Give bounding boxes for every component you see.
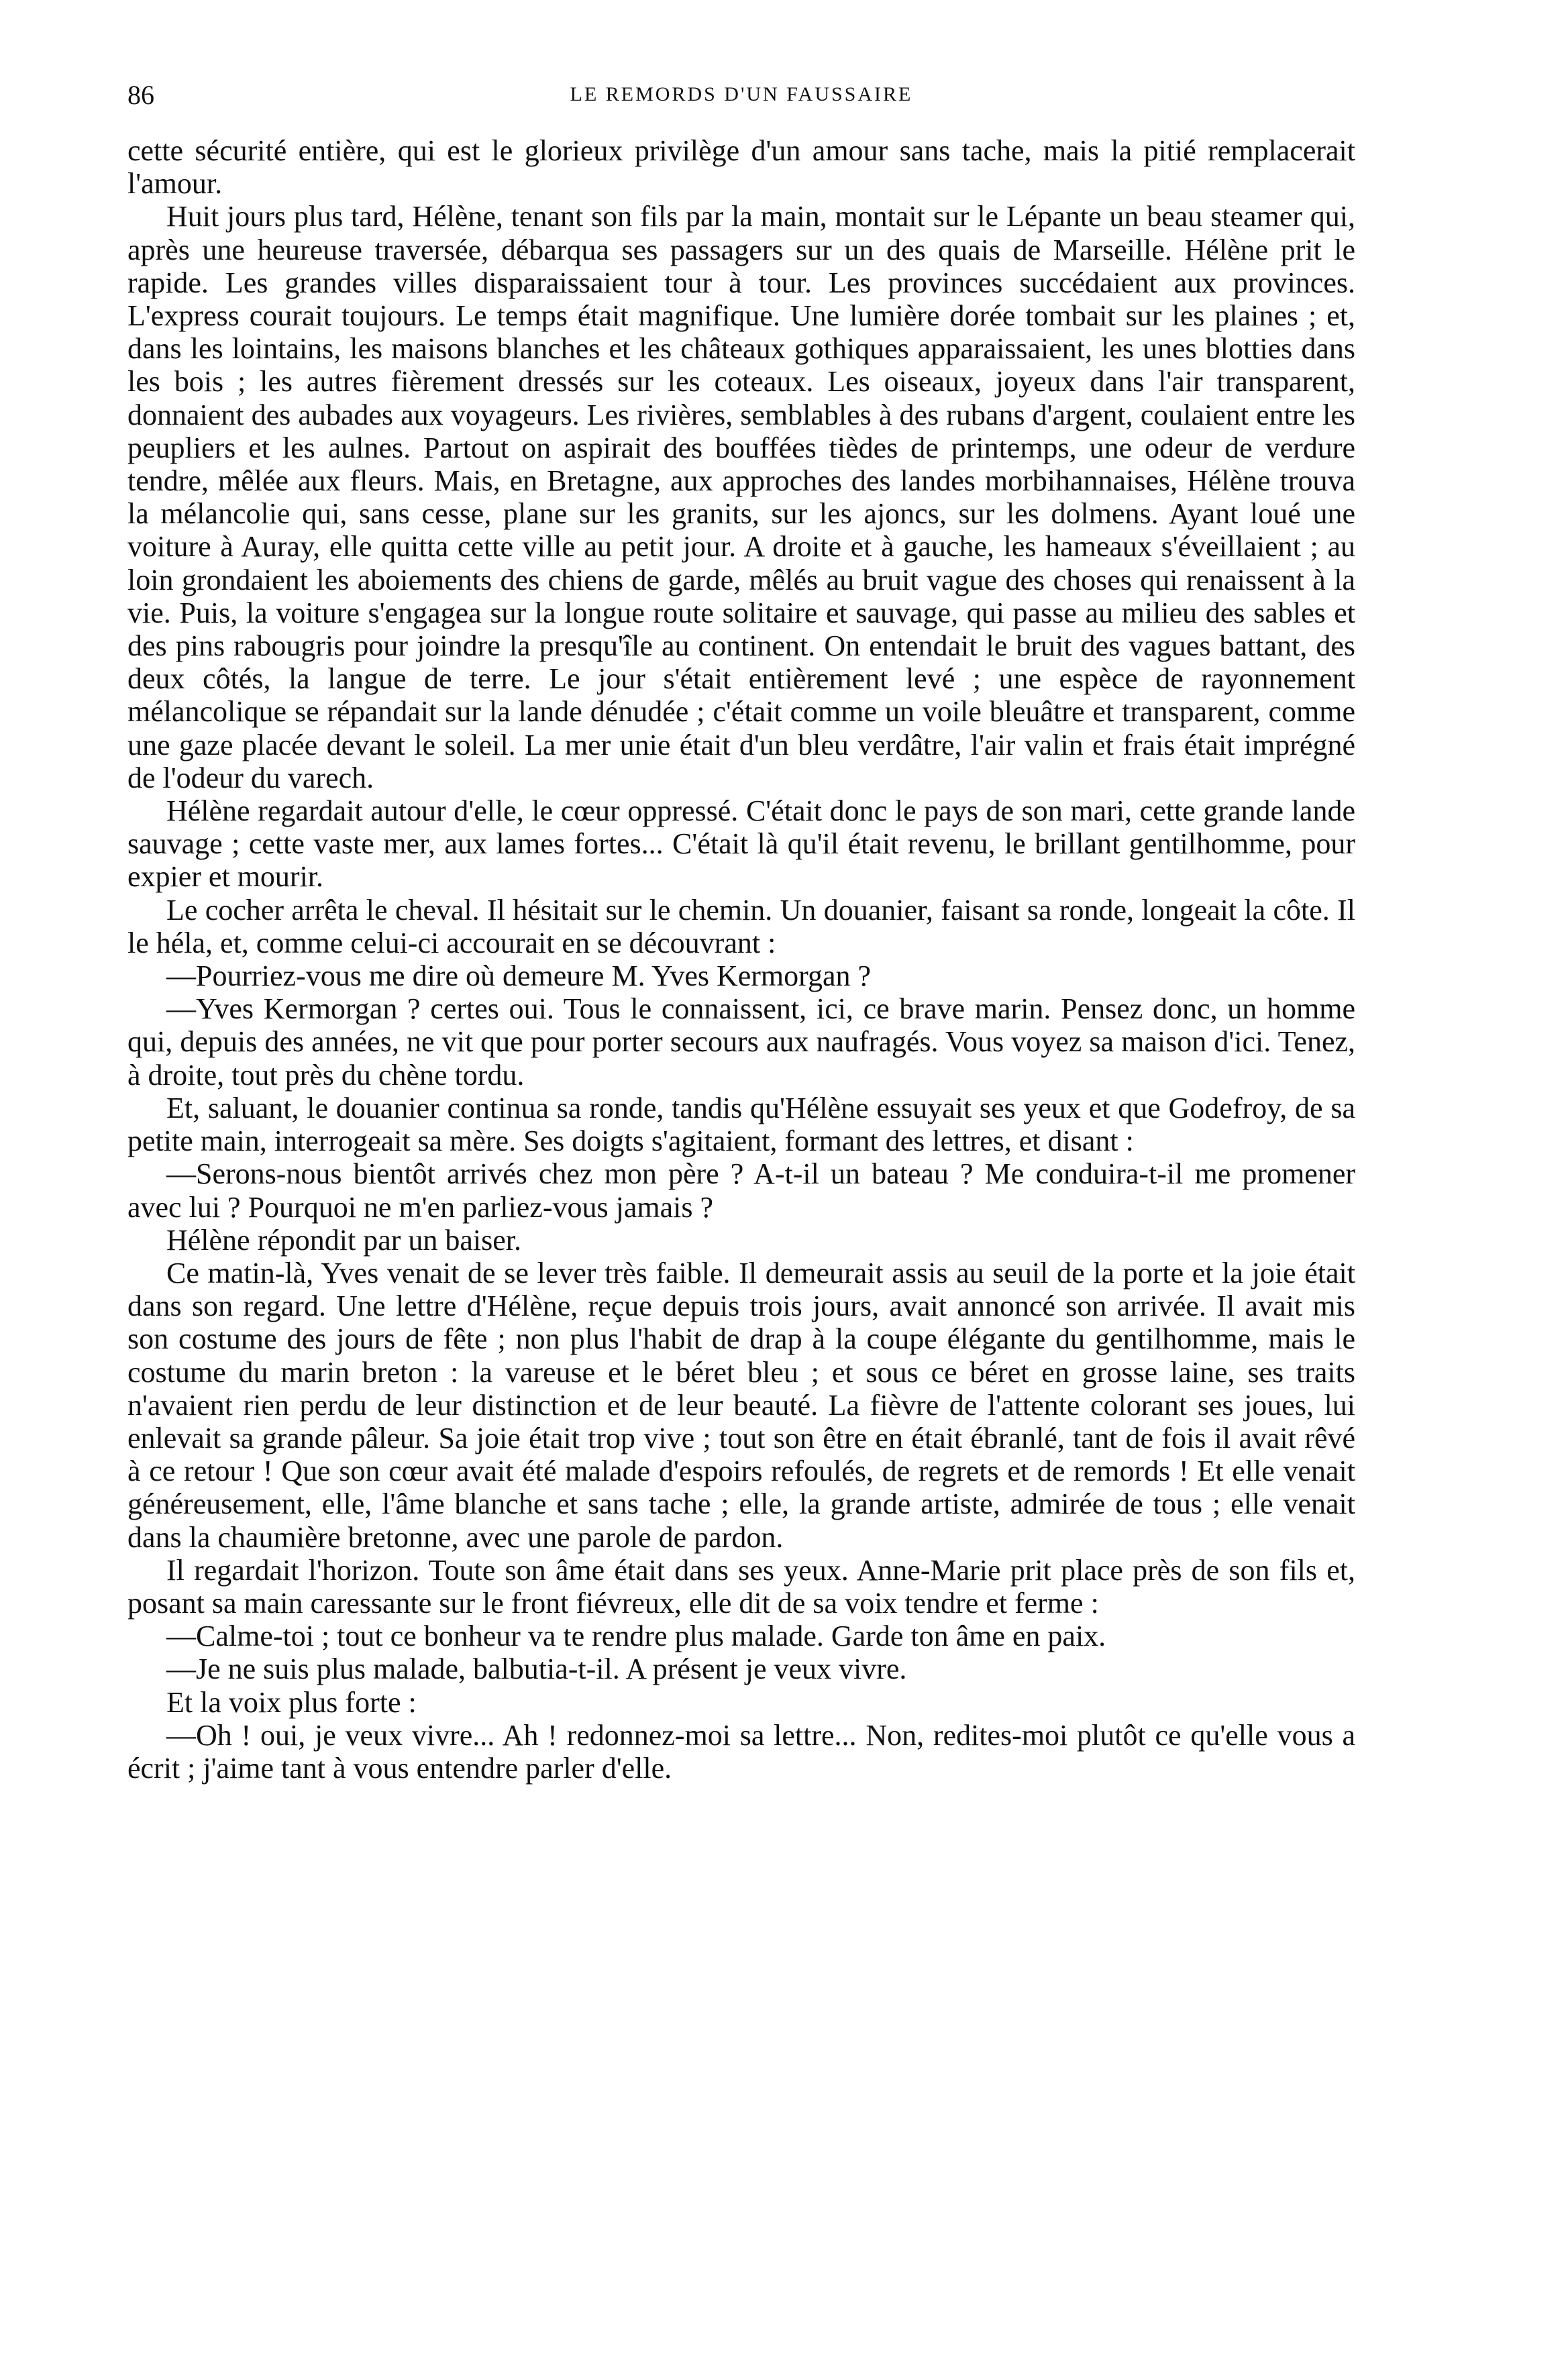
body-text bbox=[127, 134, 1355, 1785]
paragraph-11: Il regardait l'horizon. Toute son âme était dans ses yeux. Anne-Marie prit place près de son fils et, posant sa main caressante sur le front fiévreux, elle dit de sa voix tendre et ferme : bbox=[127, 1553, 1355, 1620]
paragraph-3: Hélène regardait autour d'elle, le cœur oppressé. C'était donc le pays de son mari, cette grande lande sauvage ; cette vaste mer, aux lames fortes... C'était là qu'il était revenu, le brillant gentilhomme, pour expier et mourir. bbox=[127, 794, 1355, 894]
running-title: LE REMORDS D'UN FAUSSAIRE bbox=[570, 83, 913, 105]
page-header bbox=[127, 79, 1355, 119]
paragraph-14: Et la voix plus forte : bbox=[166, 1685, 417, 1719]
paragraph-9: Hélène répondit par un baiser. bbox=[166, 1223, 522, 1257]
dialogue-line-2: —Yves Kermorgan ? certes oui. Tous le connaissent, ici, ce brave marin. Pensez donc, un homme qui, depuis des années, ne vit que pour porter secours aux naufragés. Vous voyez sa maison d'ici. Tenez, à droite, tout près du chène tordu. bbox=[127, 992, 1355, 1092]
paragraph-4: Le cocher arrêta le cheval. Il hésitait sur le chemin. Un douanier, faisant sa ronde, longeait la côte. Il le héla, et, comme celui-ci accourait en se découvrant : bbox=[127, 893, 1355, 959]
dialogue-line-3: —Serons-nous bientôt arrivés chez mon père ? A-t-il un bateau ? Me conduira-t-il me promener avec lui ? Pourquoi ne m'en parliez-vous jamais ? bbox=[127, 1157, 1355, 1224]
paragraph-1: cette sécurité entière, qui est le glorieux privilège d'un amour sans tache, mais la pitié remplacerait l'amour. bbox=[127, 134, 1355, 201]
page-number: 86 bbox=[127, 80, 154, 110]
dialogue-line-1: —Pourriez-vous me dire où demeure M. Yves Kermorgan ? bbox=[166, 959, 872, 993]
paragraph-10: Ce matin-là, Yves venait de se lever très faible. Il demeurait assis au seuil de la porte et la joie était dans son regard. Une lettre d'Hélène, reçue depuis trois jours, avait annoncé son arrivée. Il avait mis son costume des jours de fête ; non plus l'habit de drap à la coupe élégante du gentilhomme, mais le costume du marin breton : la vareuse et le béret bleu ; et sous ce béret en grosse laine, ses traits n'avaient rien perdu de leur distinction et de leur beauté. La fièvre de l'attente colorant ses joues, lui enlevait sa grande pâleur. Sa joie était trop vive ; tout son être en était ébranlé, tant de fois il avait rêvé à ce retour ! Que son cœur avait été malade d'espoirs refoulés, de regrets et de remords ! Et elle venait généreusement, elle, l'âme blanche et sans tache ; elle, la grande artiste, admirée de tous ; elle venait dans la chaumière bretonne, avec une parole de pardon. bbox=[127, 1256, 1355, 1554]
dialogue-line-4: —Calme-toi ; tout ce bonheur va te rendre plus malade. Garde ton âme en paix. bbox=[166, 1620, 1106, 1653]
paragraph-7: Et, saluant, le douanier continua sa ronde, tandis qu'Hélène essuyait ses yeux et que Godefroy, de sa petite main, interrogeait sa mère. Ses doigts s'agitaient, formant des lettres, et disant : bbox=[127, 1091, 1355, 1158]
dialogue-line-5: —Je ne suis plus malade, balbutia-t-il. A présent je veux vivre. bbox=[166, 1652, 907, 1686]
dialogue-line-6: —Oh ! oui, je veux vivre... Ah ! redonnez-moi sa lettre... Non, redites-moi plutôt ce qu'elle vous a écrit ; j'aime tant à vous entendre parler d'elle. bbox=[127, 1718, 1355, 1785]
paragraph-2: Huit jours plus tard, Hélène, tenant son fils par la main, montait sur le Lépante un beau steamer qui, après une heureuse traversée, débarqua ses passagers sur un des quais de Marseille. Hélène prit le rapide. Les grandes villes disparaissaient tour à tour. Les provinces succédaient aux provinces. L'express courait toujours. Le temps était magnifique. Une lumière dorée tombait sur les plaines ; et, dans les lointains, les maisons blanches et les châteaux gothiques apparaissaient, les unes blotties dans les bois ; les autres fièrement dressés sur les coteaux. Les oiseaux, joyeux dans l'air transparent, donnaient des aubades aux voyageurs. Les rivières, semblables à des rubans d'argent, coulaient entre les peupliers et les aulnes. Partout on aspirait des bouffées tièdes de printemps, une odeur de verdure tendre, mêlée aux fleurs. Mais, en Bretagne, aux approches des landes morbihannaises, Hélène trouva la mélancolie qui, sans cesse, plane sur les granits, sur les ajoncs, sur les dolmens. Ayant loué une voiture à Auray, elle quitta cette ville au petit jour. A droite et à gauche, les hameaux s'éveillaient ; au loin grondaient les aboiements des chiens de garde, mêlés au bruit vague des choses qui renaissent à la vie. Puis, la voiture s'engagea sur la longue route solitaire et sauvage, qui passe au milieu des sables et des pins rabougris pour joindre la presqu'île au continent. On entendait le bruit des vagues battant, des deux côtés, la langue de terre. Le jour s'était entièrement levé ; une espèce de rayonnement mélancolique se répandait sur la lande dénudée ; c'était comme un voile bleuâtre et transparent, comme une gaze placée devant le soleil. La mer unie était d'un bleu verdâtre, l'air valin et frais était imprégné de l'odeur du varech. bbox=[127, 200, 1355, 794]
